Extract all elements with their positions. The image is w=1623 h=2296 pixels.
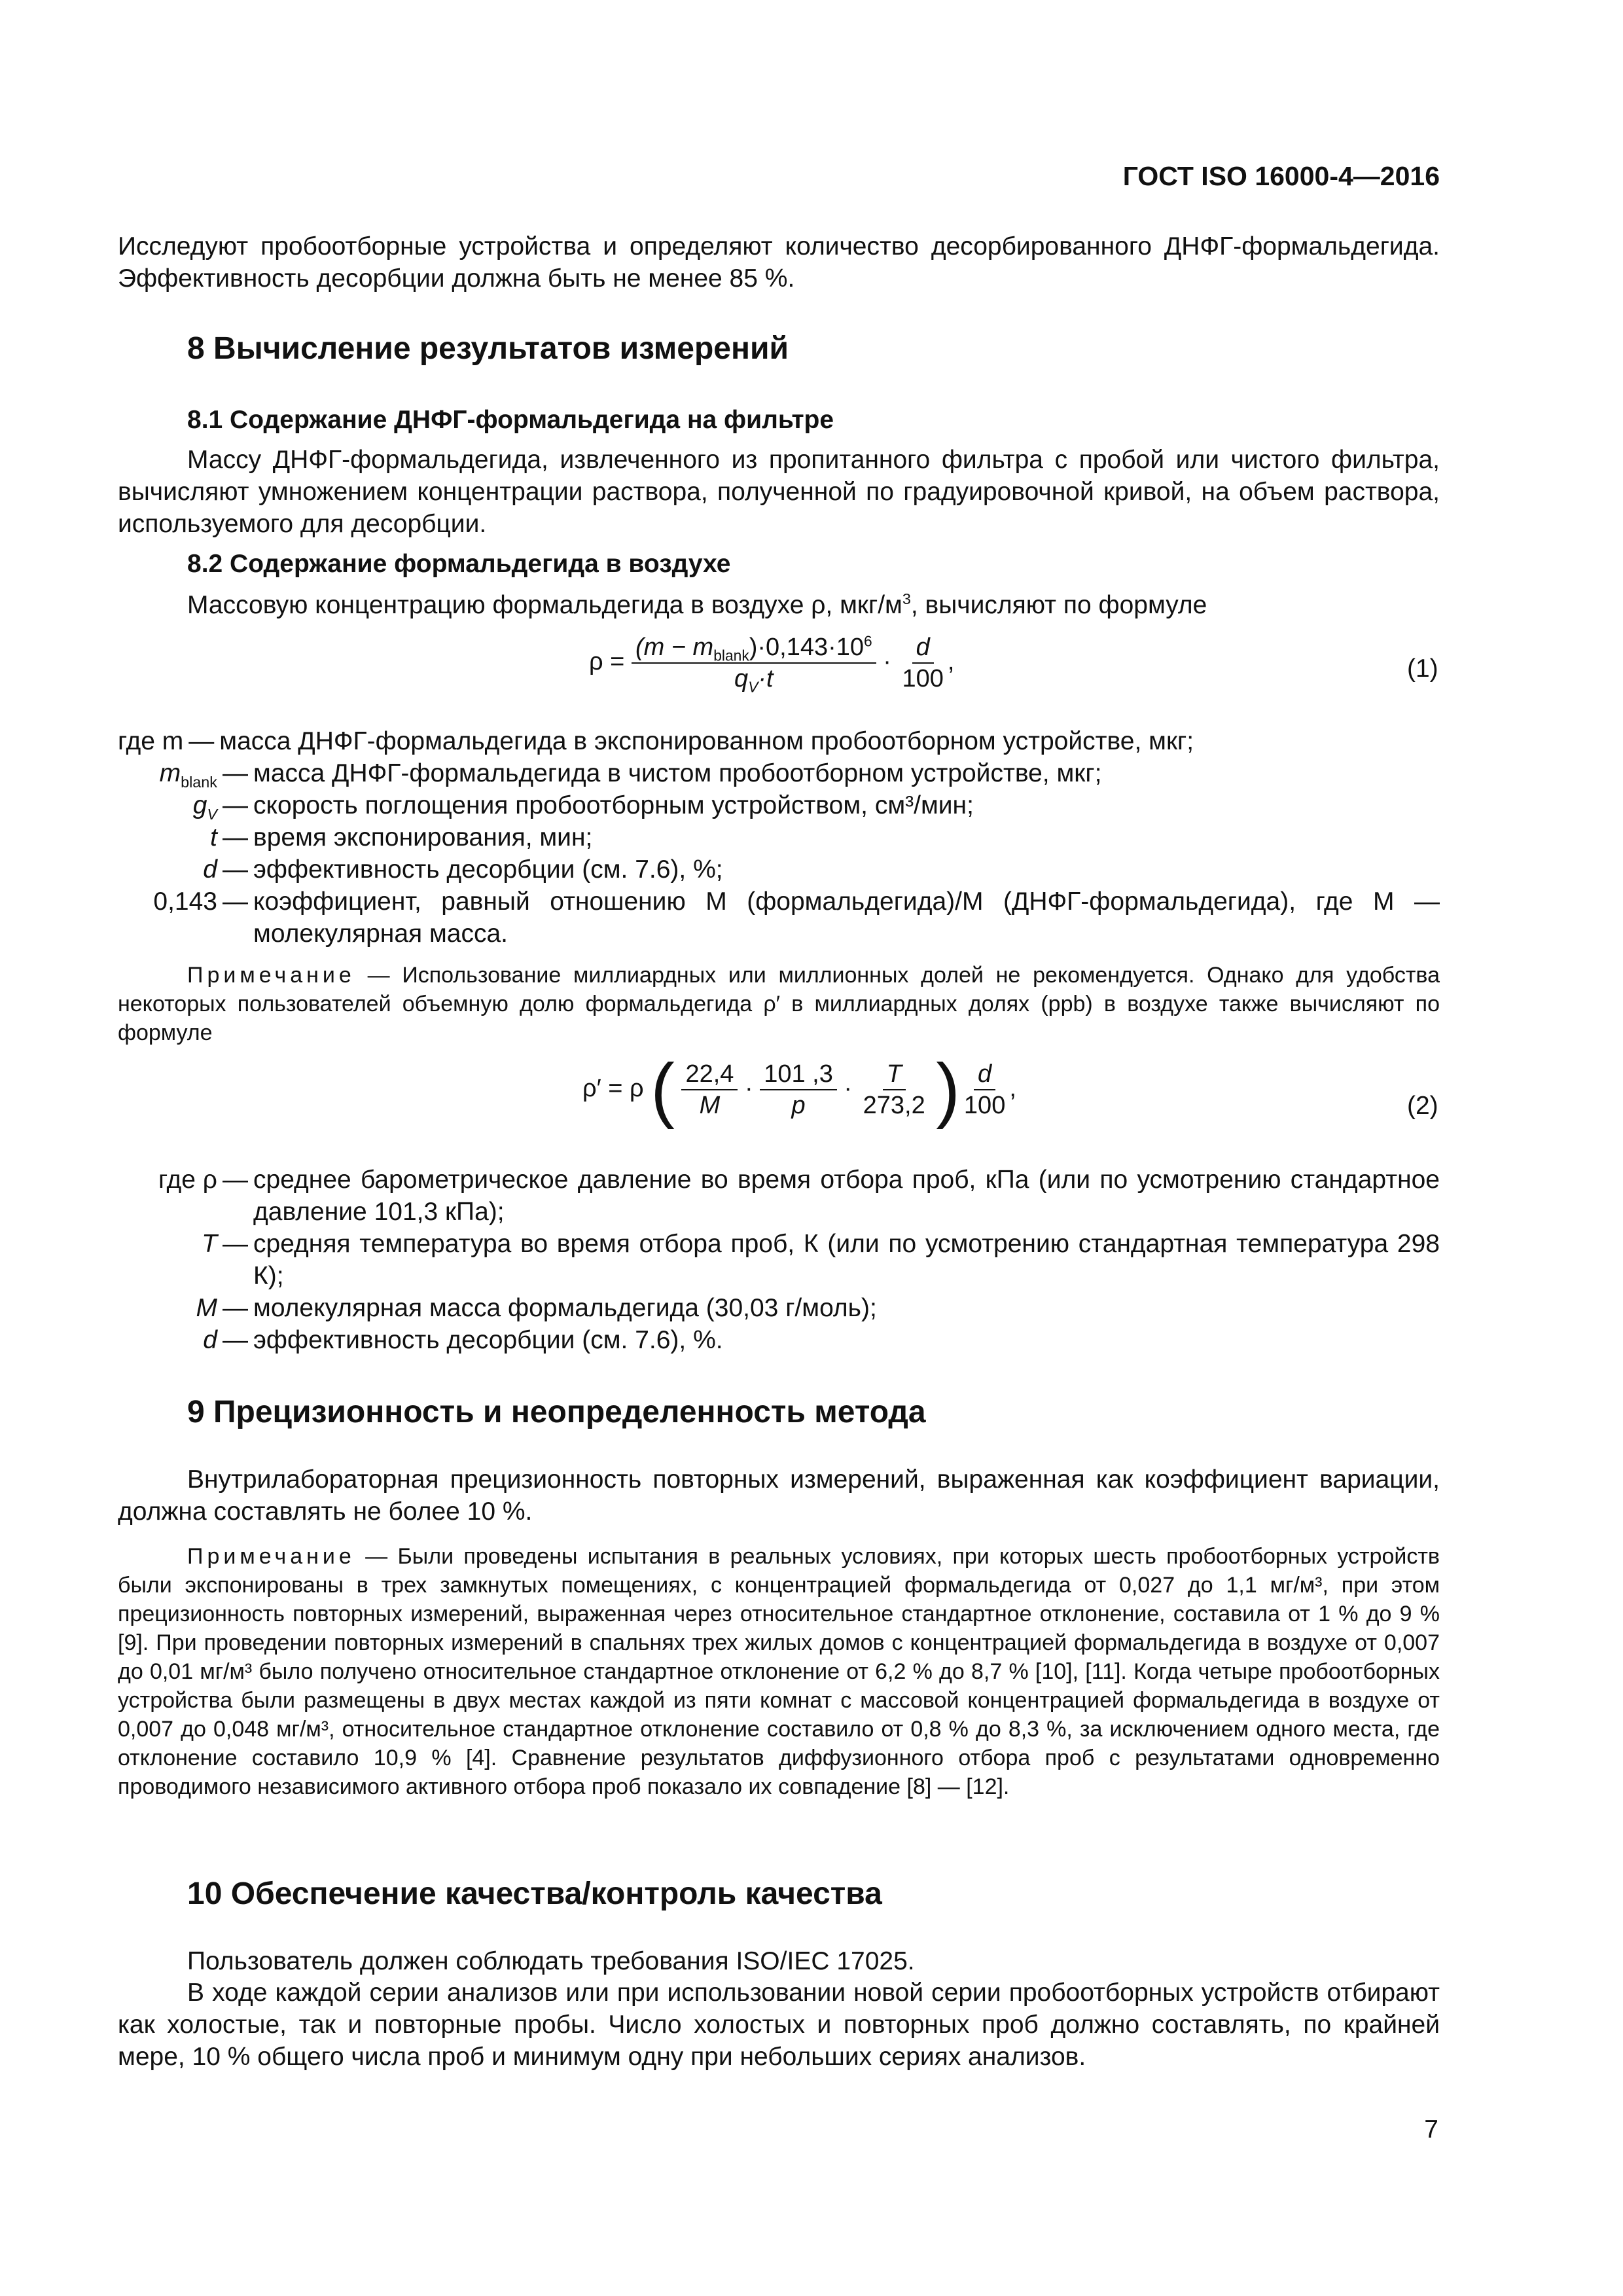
section-10-paragraph-1: Пользователь должен соблюдать требования ISO/IEC 17025. [187, 1947, 915, 1975]
definition-row: T — средняя температура во время отбора проб, К (или по усмотрению стандартная температура 298 К); [118, 1228, 1440, 1292]
page-number: 7 [1424, 2115, 1438, 2144]
section-8-1-text: Массу ДНФГ-формальдегида, извлеченного из пропитанного фильтра с пробой или чистого фильтра, вычисляют умножением концентрации раствора, полученной по градуировочной кривой, на объем раствора, используемого для десорбции. [118, 446, 1440, 538]
intro-paragraph: Исследуют пробоотборные устройства и определяют количество десорбированного ДНФГ-формальдегида. Эффективность десорбции должна быть не менее 85 %. [118, 232, 1440, 293]
note-2 [118, 1542, 1440, 1801]
definition-row: d — эффективность десорбции (см. 7.6), %; [118, 853, 1440, 886]
note-1 [118, 961, 1440, 1047]
definition-row: $g_V$ — скорость поглощения пробоотборным устройством, см³/мин; [118, 789, 1440, 821]
definition-text: время экспонирования, мин; [253, 823, 593, 852]
definition-row: M — молекулярная масса формальдегида (30,03 г/моль); [118, 1292, 1440, 1324]
term-label: где m [118, 727, 184, 755]
definition-row: t — время экспонирования, мин; [118, 821, 1440, 853]
document-id: ГОСТ ISO 16000-4—2016 [1122, 161, 1440, 191]
formula-2: ρ′ = ρ ( $\frac{22,4}{M}$ · $\frac{101 ,3}{p}$ · $\frac{T}{273,2}$ ) $\frac{d}{100}$ , [582, 1049, 1016, 1130]
section-9-text: Внутрилабораторная прецизионность повторных измерений, выраженная как коэффициент вариации, должна составлять не более 10 %. [118, 1465, 1440, 1526]
definition-text: масса ДНФГ-формальдегида в чистом пробоотборном устройстве, мкг; [253, 759, 1102, 787]
section-9-heading: 9 Прецизионность и неопределенность метода [187, 1395, 926, 1429]
variable-definitions-2 [118, 1164, 1440, 1356]
definition-row: где ρ — среднее барометрическое давление во время отбора проб, кПа (или по усмотрению стандартное давление 101,3 кПа); [118, 1164, 1440, 1228]
note-text: — Использование миллиардных или миллионных долей не рекомендуется. Однако для удобства некоторых пользователей объемную долю формальдегида ρ′ в миллиардных долях (ppb) в воздухе также вычисляют по формуле [118, 963, 1440, 1045]
definition-text: масса ДНФГ-формальдегида в экспонированном пробоотборном устройстве, мкг; [219, 727, 1194, 755]
section-8-2-heading: 8.2 Содержание формальдегида в воздухе [187, 550, 731, 578]
formula-2-number: (2) [1407, 1092, 1438, 1120]
definition-text: скорость поглощения пробоотборным устройством, см³/мин; [253, 791, 974, 819]
section-10-paragraph-2: В ходе каждой серии анализов или при использовании новой серии пробоотборных устройств отбирают как холостые, так и повторные пробы. Число холостых и повторных проб должно составлять, по крайней мере, 10 % общего числа проб и минимум одну при небольших сериях анализов. [118, 1979, 1440, 2071]
definition-row: d — эффективность десорбции (см. 7.6), %. [118, 1324, 1440, 1356]
section-8-heading: 8 Вычисление результатов измерений [187, 331, 789, 366]
note-label: Примечание [187, 1544, 355, 1569]
definition-text: эффективность десорбции (см. 7.6), %. [253, 1326, 723, 1354]
variable-definitions-1 [118, 725, 1440, 950]
definition-text: средняя температура во время отбора проб, К (или по усмотрению стандартная температура 298 К); [253, 1230, 1440, 1290]
section-8-2-text: Массовую концентрацию формальдегида в воздухе ρ, мкг/$м^3$, вычисляют по формуле [187, 590, 1207, 619]
definition-text: коэффициент, равный отношению M (формальдегида)/M (ДНФГ-формальдегида), где M — молекулярная масса. [253, 888, 1440, 948]
definition-text: эффективность десорбции (см. 7.6), %; [253, 855, 723, 884]
section-10-heading: 10 Обеспечение качества/контроль качества [187, 1876, 882, 1911]
definition-row: 0,143 — коэффициент, равный отношению M (формальдегида)/M (ДНФГ-формальдегида), где M — молекулярная масса. [118, 886, 1440, 950]
definition-text: среднее барометрическое давление во время отбора проб, кПа (или по усмотрению стандартное давление 101,3 кПа); [253, 1166, 1440, 1226]
formula-1-number: (1) [1407, 655, 1438, 683]
formula-1: ρ = $\frac{(m - m_{blank})\cdot 0,143\cdot 10^6}{q_V\cdot t}$ · $\frac{d}{100}$ , [589, 632, 955, 696]
definition-row: где m — масса ДНФГ-формальдегида в экспонированном пробоотборном устройстве, мкг; [118, 725, 1440, 757]
note-label: Примечание [187, 963, 355, 988]
note-text: — Были проведены испытания в реальных условиях, при которых шесть пробоотборных устройств были экспонированы в трех замкнутых помещениях, с концентрацией формальдегида от 0,027 до 1,1 мг/м³, при этом прецизионность повторных измерений, выраженная через относительное стандартное отклонение, составила от 1 % до 9 % [9]. При проведении повторных измерений в спальнях трех жилых домов с концентрацией формальдегида в воздухе от 0,007 до 0,01 мг/м³ было получено относительное стандартное отклонение от 6,2 % до 8,7 % [10], [11]. Когда четыре пробоотборных устройства были размещены в двух местах каждой из пяти комнат с массовой концентрацией формальдегида в воздухе от 0,007 до 0,048 мг/м³, относительное стандартное отклонение составило от 0,8 % до 8,3 %, за исключением одного места, где отклонение составило 10,9 % [4]. Сравнение результатов диффузионного отбора проб с результатами одновременно проводимого независимого активного отбора проб показало их совпадение [8] — [12]. [118, 1544, 1440, 1799]
definition-text: молекулярная масса формальдегида (30,03 г/моль); [253, 1294, 877, 1322]
section-8-1-heading: 8.1 Содержание ДНФГ-формальдегида на фильтре [187, 406, 834, 434]
definition-row: $m_{blank}$ — масса ДНФГ-формальдегида в чистом пробоотборном устройстве, мкг; [118, 757, 1440, 789]
